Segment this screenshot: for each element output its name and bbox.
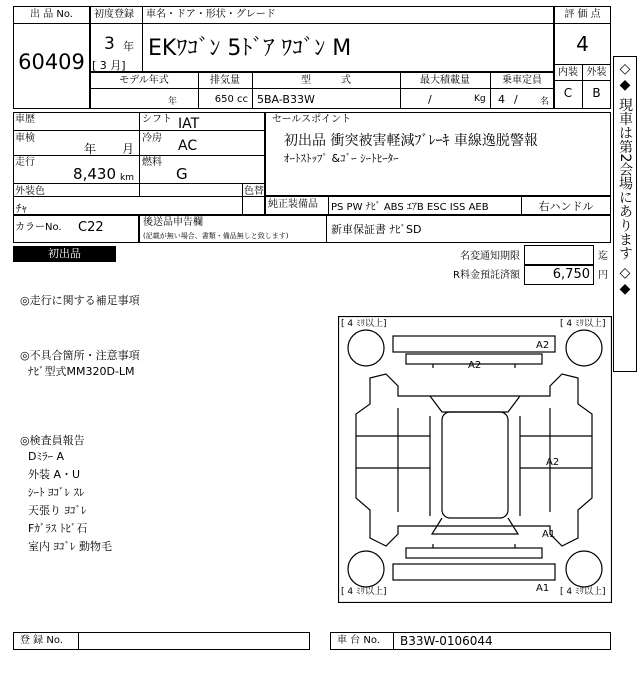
front-panel xyxy=(406,548,542,558)
exterior-color: ﾁｬ xyxy=(16,202,27,215)
fuel-label: 燃料 xyxy=(142,157,162,168)
displacement: 650 cc xyxy=(214,94,248,105)
inspector-line: Fｶﾞﾗｽ ﾄﾋﾞ石 xyxy=(28,522,88,535)
shift-label: シフト xyxy=(142,114,172,125)
first-listing-badge: 初出品 xyxy=(13,246,116,262)
first-registration-year: 3 xyxy=(104,34,115,54)
fuel: G xyxy=(176,165,188,183)
sales-point-line-2: ｵｰﾄｽﾄｯﾌﾟ &ｺﾞｰ ｼｰﾄﾋｰﾀｰ xyxy=(284,152,399,165)
tire-depth-rear-right: [ 4 ﾐﾘ以上] xyxy=(560,319,606,329)
mileage-unit: km xyxy=(120,173,134,183)
inspector-line: 外装 A・U xyxy=(28,468,81,481)
exterior-color-label: 外装色 xyxy=(15,186,45,197)
inspector-line: Dﾐﾗｰ A xyxy=(28,450,64,463)
mileage-label: 走行 xyxy=(15,157,35,168)
first-registration-label: 初度登録 xyxy=(94,9,134,20)
lot-number-label: 出 品 No. xyxy=(30,9,73,20)
aftermarket-items: 新車保証書 ﾅﾋﾞSD xyxy=(331,223,422,236)
chassis-number: B33W-0106044 xyxy=(400,634,493,648)
exterior-label: 外装 xyxy=(586,67,607,78)
chassis-number-label: 車 台 No. xyxy=(337,635,380,646)
interior-score: C xyxy=(563,86,573,100)
inspector-line: 天張り ﾖｺﾞﾚ xyxy=(28,504,87,517)
defect-line: ﾅﾋﾞ型式MM320D-LM xyxy=(28,365,135,378)
recycle-amount: 6,750 xyxy=(552,267,590,282)
name-change-unit: 迄 xyxy=(598,251,608,262)
type-label: 型 式 xyxy=(301,75,351,86)
driving-notes-title: ◎走行に関する補足事項 xyxy=(20,294,140,307)
shift: IAT xyxy=(178,116,200,132)
venue-notice-text: ◇◆ 現車は第2会場にあります ◇◆ xyxy=(617,61,633,297)
model-year-label: モデル年式 xyxy=(119,75,169,86)
capacity-separator: / xyxy=(514,93,518,106)
tire-rear-right xyxy=(566,330,602,366)
damage-mark-front-bumper: A1 xyxy=(536,583,550,594)
front-bumper xyxy=(393,564,555,580)
interior-label: 内装 xyxy=(558,67,578,78)
car-name-label: 車名・ドア・形状・グレード xyxy=(146,9,276,20)
score: 4 xyxy=(576,32,589,56)
name-change-field xyxy=(524,245,594,265)
max-load-label: 最大積載量 xyxy=(420,75,470,86)
equipment-label: 純正装備品 xyxy=(268,199,318,210)
aftermarket-note: (記載が無い場合、書類・備品無しと致します) xyxy=(143,232,289,240)
damage-mark-front-fender: A1 xyxy=(542,529,556,540)
tire-rear-left xyxy=(348,330,384,366)
ac: AC xyxy=(178,138,198,154)
first-registration-year-unit: 年 xyxy=(123,40,134,53)
damage-mark-roof: A2 xyxy=(468,360,482,371)
history-label: 車歴 xyxy=(15,114,35,125)
car-damage-diagram xyxy=(338,316,612,603)
recycle-label: R料金預託済額 xyxy=(453,270,520,281)
rear-window xyxy=(430,396,520,412)
recycle-unit: 円 xyxy=(598,270,608,281)
displacement-label: 排気量 xyxy=(210,75,240,86)
color-number: C22 xyxy=(78,220,104,235)
capacity-label: 乗車定員 xyxy=(502,75,542,86)
inspector-report-title: ◎検査員報告 xyxy=(20,434,85,447)
inspection-year-unit: 年 xyxy=(84,142,97,156)
mileage: 8,430 xyxy=(73,165,116,183)
inspector-line: 室内 ﾖｺﾞﾚ 動物毛 xyxy=(28,540,112,553)
inspection-month-unit: 月 xyxy=(122,142,135,156)
handle: 右ハンドル xyxy=(538,200,594,213)
tire-front-right xyxy=(566,551,602,587)
damage-mark-rear-bumper: A2 xyxy=(536,340,550,351)
car-name: EKﾜｺﾞﾝ 5ﾄﾞｱ ﾜｺﾞﾝ M xyxy=(148,36,352,61)
ac-label: 冷房 xyxy=(142,133,162,144)
max-load: / xyxy=(428,93,432,106)
tire-front-left xyxy=(348,551,384,587)
color-change-label: 色替 xyxy=(244,186,264,197)
equipment: PS PW ﾅﾋﾞ ABS ｴｱB ESC ISS AEB xyxy=(331,202,489,213)
rear-bumper xyxy=(393,336,555,352)
color-box xyxy=(13,183,265,215)
model-year-unit: 年 xyxy=(168,97,178,107)
capacity-unit: 名 xyxy=(540,97,550,107)
type: 5BA-B33W xyxy=(257,93,315,106)
inspection-label: 車検 xyxy=(15,133,35,144)
name-change-label: 名変通知期限 xyxy=(460,251,520,262)
defect-notes-title: ◎不具合箇所・注意事項 xyxy=(20,349,140,362)
inspector-line: ｼｰﾄ ﾖｺﾞﾚ ｽﾚ xyxy=(28,486,85,499)
first-registration-month: [ 3 月] xyxy=(92,59,126,72)
color-number-label: カラーNo. xyxy=(15,222,62,233)
sales-point-label: セールスポイント xyxy=(272,114,352,125)
score-label: 評 価 点 xyxy=(564,9,601,20)
roof xyxy=(442,412,508,518)
capacity: 4 xyxy=(498,93,505,106)
tire-depth-rear-left: [ 4 ﾐﾘ以上] xyxy=(341,319,387,329)
exterior-score: B xyxy=(592,86,601,100)
tire-depth-front-left: [ 4 ﾐﾘ以上] xyxy=(341,587,387,597)
damage-mark-rear-door: A2 xyxy=(546,457,560,468)
tire-depth-front-right: [ 4 ﾐﾘ以上] xyxy=(560,587,606,597)
sales-point-line-1: 初出品 衝突被害軽減ﾌﾞﾚｰｷ 車線逸脱警報 xyxy=(284,133,538,149)
max-load-unit: Kg xyxy=(474,94,486,104)
venue-notice-sidebar xyxy=(613,56,637,372)
registration-number-label: 登 録 No. xyxy=(20,635,63,646)
lot-number: 60409 xyxy=(18,50,85,74)
aftermarket-label: 後送品申告欄 xyxy=(143,217,203,228)
